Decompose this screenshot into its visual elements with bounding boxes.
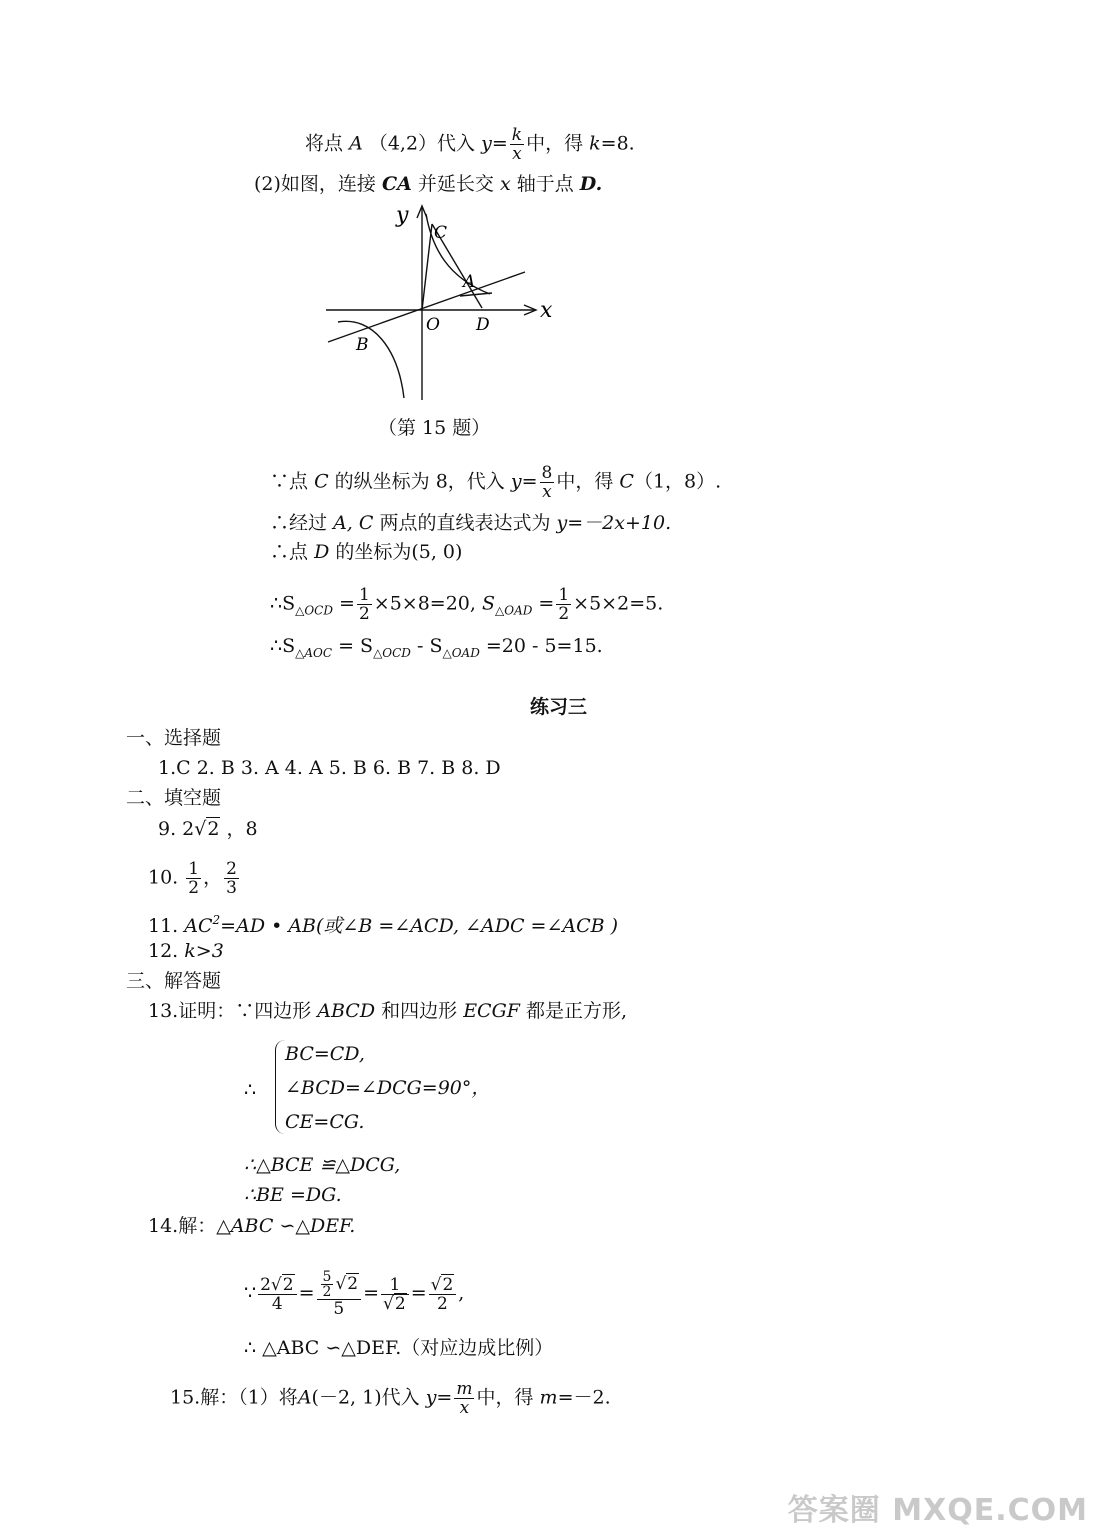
answer-q12: 12. k>3 xyxy=(148,940,224,962)
fraction-2-3: $\frac{2}{3}$ xyxy=(226,859,237,898)
label-d: D xyxy=(476,315,490,335)
line-area-ocd-oad: $\therefore S_{\triangle OCD}$ = $\frac{1}{2}$ ×5×8=20, $S_{\triangle OAD}$ = $\frac{1}{2}$ ×5×2=5. xyxy=(270,585,664,624)
q13-condition-3: CE=CG. xyxy=(285,1111,365,1133)
fraction-5half-sqrt2-over-5: $\frac{5}{2}$ √2 5 xyxy=(317,1270,362,1318)
answers-multiple-choice: 1.C 2. B 3. A 4. A 5. B 6. B 7. B 8. D xyxy=(158,757,501,779)
fraction-one-half: $\frac{1}{2}$ xyxy=(358,585,370,624)
part-solve: 三、解答题 xyxy=(126,970,222,992)
fraction-1-over-sqrt2: $\frac{1}{√2}$ xyxy=(381,1276,409,1313)
q13-condition-1: BC=CD, xyxy=(285,1043,365,1065)
answer-q11: 11. $AC^2=AD$ • AB(或∠B =∠ACD, ∠ADC =∠ACB ) xyxy=(148,913,619,937)
line-point-d: ∴点 D 的坐标为(5, 0) xyxy=(270,541,463,563)
line-oc xyxy=(422,224,432,310)
figure-caption: （第 15 题） xyxy=(378,417,491,439)
label-a: A xyxy=(463,272,476,292)
label-c: C xyxy=(434,223,448,243)
fraction-one-half-2: $\frac{1}{2}$ xyxy=(558,585,570,624)
fraction-m-over-x: $\frac{m}{x}$ xyxy=(456,1379,473,1418)
coordinate-figure xyxy=(320,200,560,410)
answer-q14-intro: 14.解：△ABC ∽△DEF. xyxy=(148,1215,356,1237)
watermark-logo: 答案圈 MXQE.COM xyxy=(787,1493,1088,1528)
line-ac-equation: ∴经过 A, C 两点的直线表达式为 y=－2x+10. xyxy=(270,512,672,534)
label-o: O xyxy=(426,315,440,335)
part-multiple-choice: 一、选择题 xyxy=(126,727,222,749)
label-y: y xyxy=(396,203,409,228)
fraction-2sqrt2-over-4: $\frac{2√2}{4}$ xyxy=(258,1276,297,1313)
answer-q10: 10. $\frac{1}{2}$ ， $\frac{2}{3}$ xyxy=(148,859,237,898)
fraction-1-2: $\frac{1}{2}$ xyxy=(188,859,200,898)
q14-conclusion: ∴ △ABC ∽△DEF.（对应边成比例） xyxy=(244,1337,554,1359)
line-connect-ca: (2)如图，连接 CA 并延长交 x 轴于点 D. xyxy=(254,173,603,195)
fraction-sqrt2-over-2: $\frac{√2}{2}$ xyxy=(429,1276,457,1313)
line-point-c: ∵点 C 的纵坐标为 8，代入 y= $\frac{8}{x}$ 中，得 C（1，8）. xyxy=(270,463,722,502)
fraction-8-over-x: $\frac{8}{x}$ xyxy=(541,463,553,502)
q13-conclusion-1: ∴△BCE ≌△DCG, xyxy=(244,1154,401,1176)
line-substitute-point-a: 将点 A （4,2）代入 y= $\frac{k}{x}$ 中，得 k=8. xyxy=(305,125,635,164)
label-b: B xyxy=(356,335,369,355)
q14-ratio: ∵ $\frac{2√2}{4}$ = $\frac{5}{2}$ √2 5 = $\frac{1}{√2}$ = $\frac{√2}{2}$ , xyxy=(244,1269,465,1319)
answer-q9: 9. 2√2 ，8 xyxy=(158,818,258,840)
hyperbola-third-quadrant xyxy=(338,321,404,398)
section-title-practice-3: 练习三 xyxy=(530,696,588,718)
part-fill-blank: 二、填空题 xyxy=(126,787,222,809)
label-x: x xyxy=(540,298,553,323)
q13-condition-2: ∠BCD=∠DCG=90°， xyxy=(285,1077,491,1099)
fraction-k-over-x: $\frac{k}{x}$ xyxy=(511,125,523,164)
q13-therefore: ∴ xyxy=(244,1079,257,1101)
answer-q15-part1: 15.解：（1）将A(－2, 1)代入 y= $\frac{m}{x}$ 中，得 m=－2. xyxy=(170,1379,611,1418)
q13-conclusion-2: ∴BE =DG. xyxy=(244,1184,342,1206)
line-area-aoc: $\therefore S_{\triangle AOC} = S_{\triangle OCD} - S_{\triangle OAD} =20 - 5=15$. xyxy=(270,635,603,660)
answer-q13-intro: 13.证明：∵四边形 ABCD 和四边形 ECGF 都是正方形, xyxy=(148,1000,628,1022)
